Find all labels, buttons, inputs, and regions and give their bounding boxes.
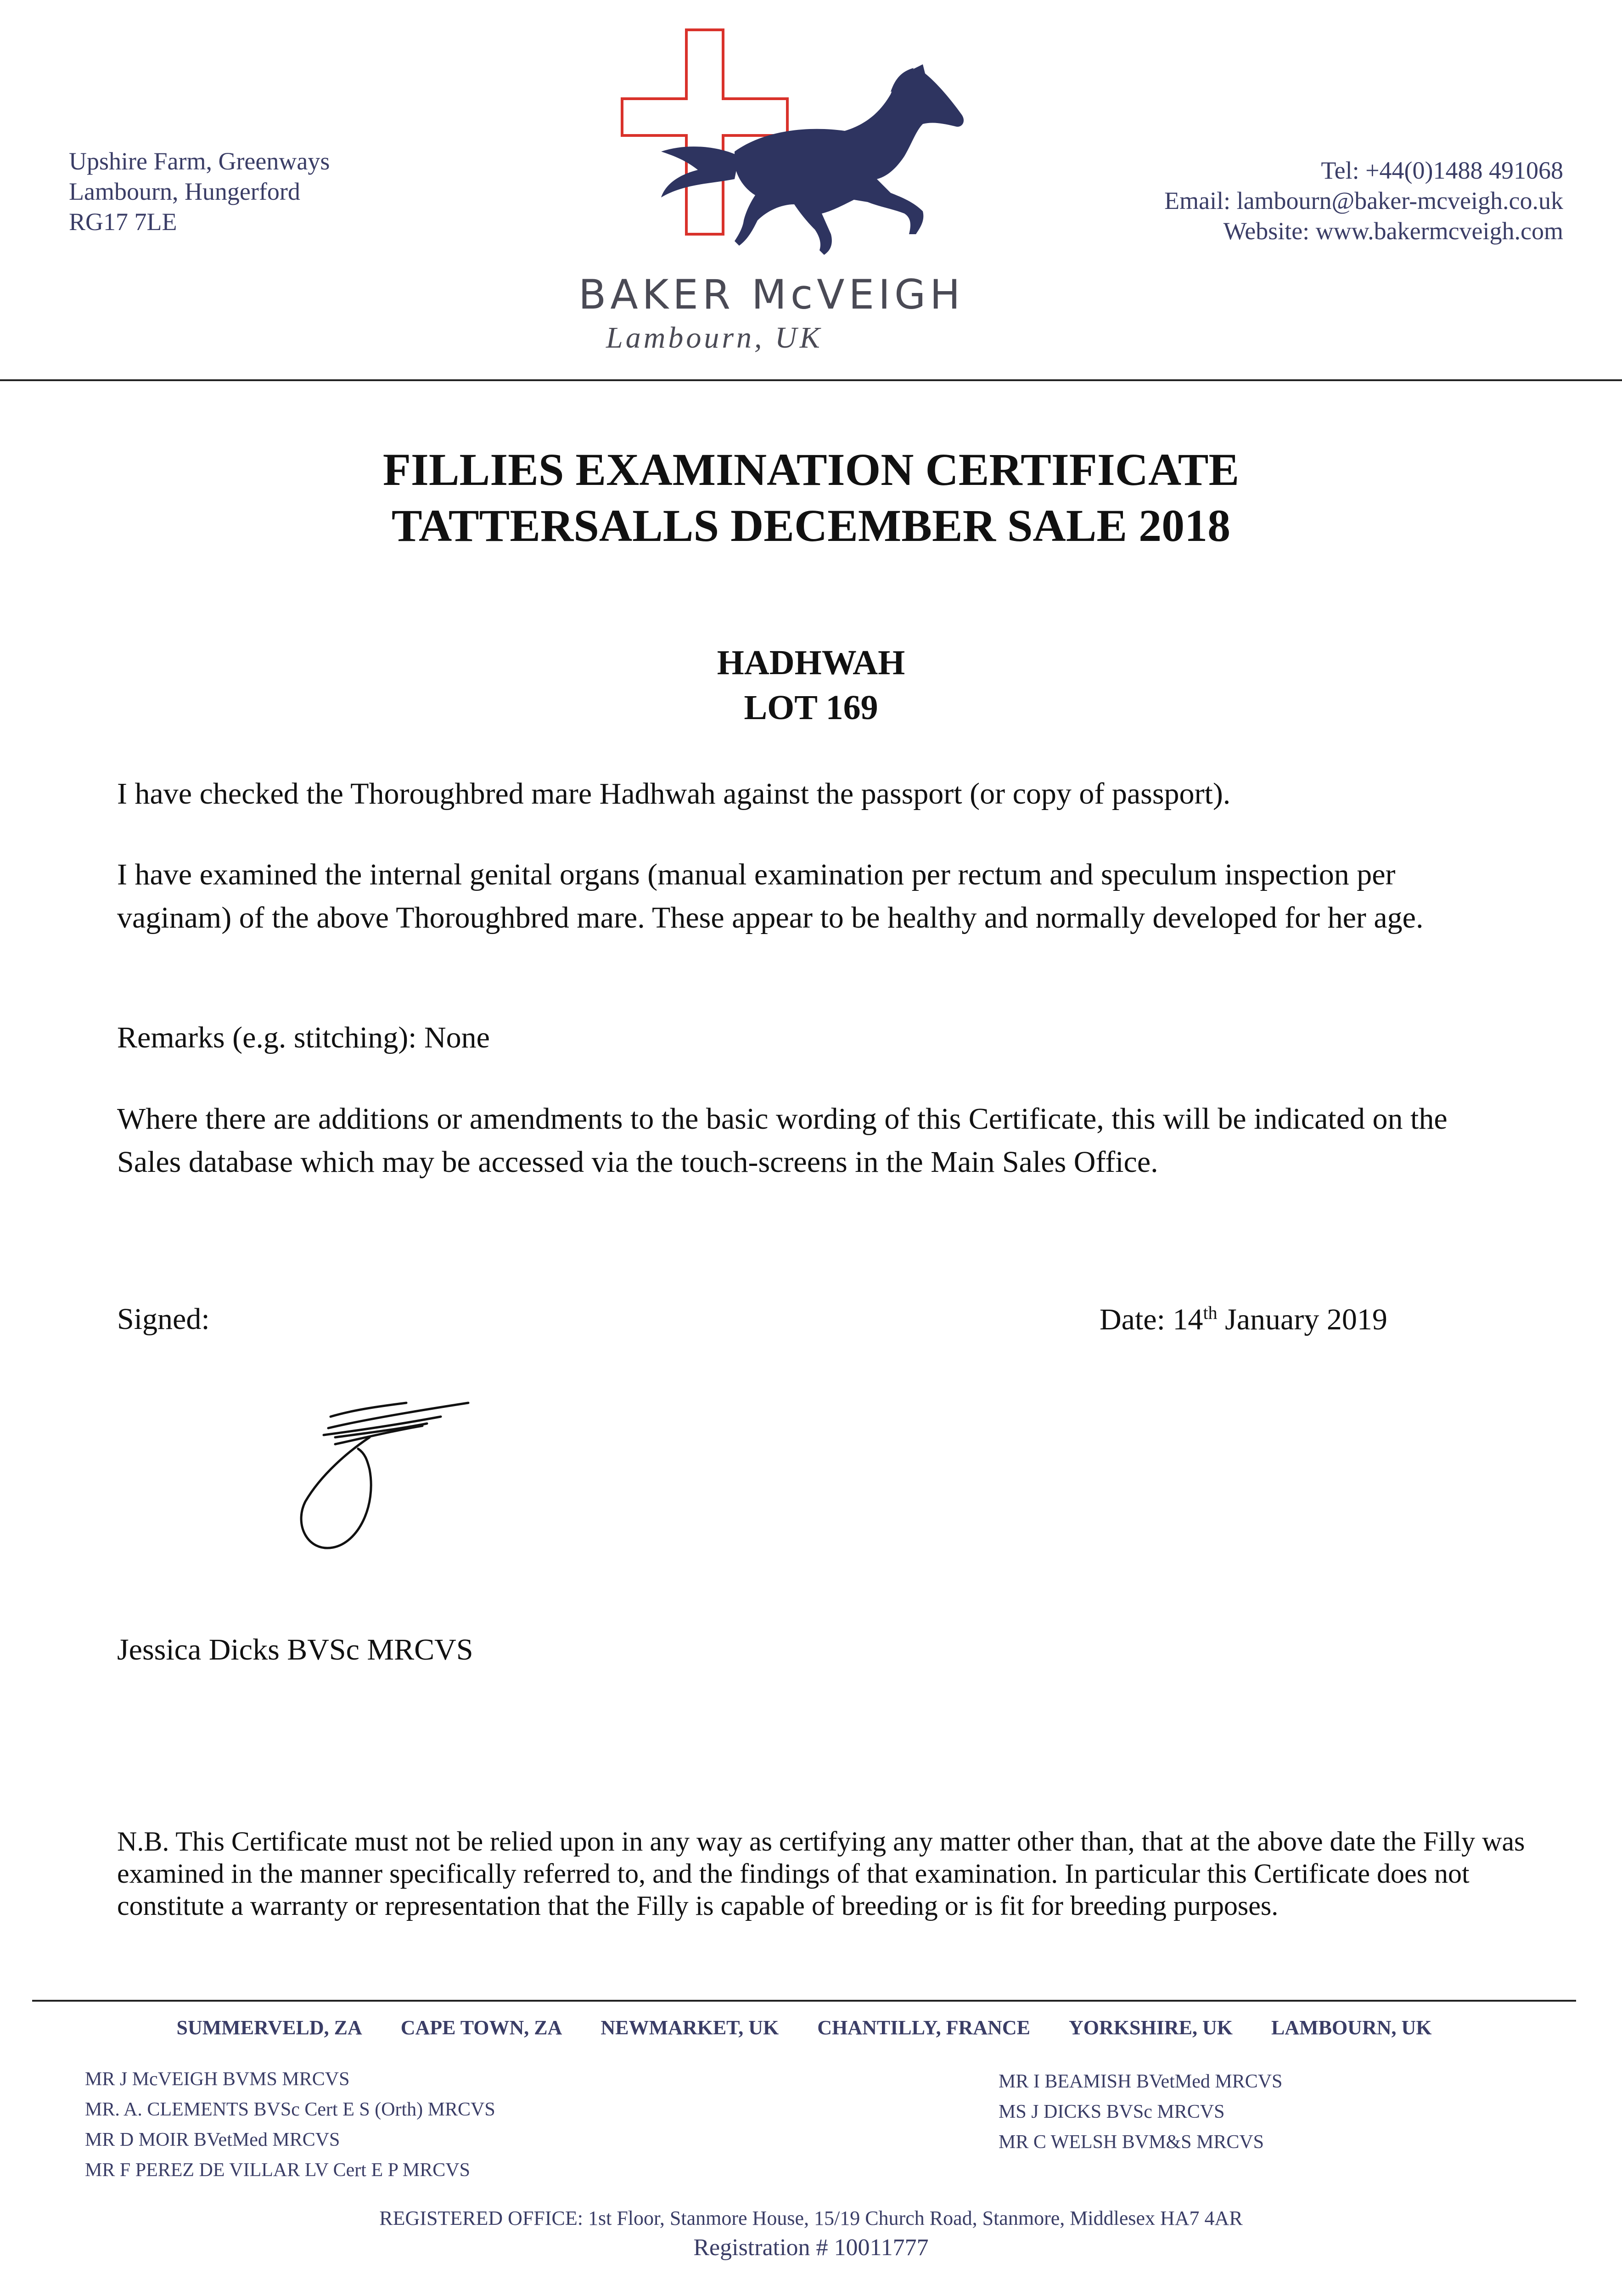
address-line: Lambourn, Hungerford <box>69 178 300 205</box>
examination-paragraph: I have examined the internal genital organs (manual examination per rectum and speculum inspection per vaginam) of the above Thoroughbred mare. These appear to be healthy and normally developed for her age. <box>117 858 1424 934</box>
location-item: SUMMERVELD, ZA <box>176 2016 362 2039</box>
vet-name: MR F PEREZ DE VILLAR LV Cert E P MRCVS <box>85 2160 470 2181</box>
location-item: NEWMARKET, UK <box>601 2016 779 2039</box>
contact-email: Email: lambourn@baker-mcveigh.co.uk <box>1164 187 1563 214</box>
certificate-title: FILLIES EXAMINATION CERTIFICATE <box>382 444 1240 495</box>
remarks-line: Remarks (e.g. stitching): None <box>117 1021 490 1054</box>
location-item: LAMBOURN, UK <box>1271 2016 1432 2039</box>
location-item: CHANTILLY, FRANCE <box>817 2016 1030 2039</box>
brand-name: BAKER McVEIGH <box>578 271 965 318</box>
veterinarian-list-left <box>85 2064 495 2185</box>
vet-name: MR D MOIR BVetMed MRCVS <box>85 2129 340 2150</box>
address-line: RG17 7LE <box>69 208 177 236</box>
address-line: Upshire Farm, Greenways <box>69 147 330 175</box>
signed-label: Signed: <box>117 1302 210 1336</box>
header-divider <box>0 379 1622 381</box>
contact-info <box>1010 155 1563 246</box>
contact-tel: Tel: +44(0)1488 491068 <box>1321 157 1563 184</box>
office-locations <box>32 2016 1576 2039</box>
company-address <box>69 146 482 237</box>
amendments-paragraph: Where there are additions or amendments to the basic wording of this Certificate, this will be indicated on the Sales database which may be accessed via the touch-screens in the Main Sales Office. <box>117 1102 1448 1179</box>
location-item: CAPE TOWN, ZA <box>400 2016 562 2039</box>
footer-divider <box>32 2000 1576 2002</box>
vet-name: MR J McVEIGH BVMS MRCVS <box>85 2069 350 2090</box>
brand-tagline: Lambourn, UK <box>606 321 823 355</box>
certificate-subtitle: TATTERSALLS DECEMBER SALE 2018 <box>391 500 1231 551</box>
galloping-horse-icon <box>661 64 964 255</box>
vet-name: MR I BEAMISH BVetMed MRCVS <box>999 2071 1283 2092</box>
lot-number: LOT 169 <box>744 688 878 727</box>
location-item: YORKSHIRE, UK <box>1069 2016 1233 2039</box>
date-prefix: Date: 14 <box>1100 1303 1203 1336</box>
veterinarian-list-right <box>999 2066 1282 2157</box>
contact-website: Website: www.bakermcveigh.com <box>1223 217 1563 245</box>
certificate-date <box>1100 1302 1387 1337</box>
date-rest: January 2019 <box>1217 1303 1387 1336</box>
signer-name: Jessica Dicks BVSc MRCVS <box>117 1633 473 1666</box>
registered-office: REGISTERED OFFICE: 1st Floor, Stanmore House, 15/19 Church Road, Stanmore, Middlesex HA7 4AR <box>379 2207 1243 2229</box>
horse-name: HADHWAH <box>717 643 905 682</box>
registration-number: Registration # 10011777 <box>693 2234 929 2261</box>
passport-check-paragraph: I have checked the Thoroughbred mare Hadhwah against the passport (or copy of passport). <box>117 777 1231 810</box>
vet-name: MR C WELSH BVM&S MRCVS <box>999 2132 1264 2153</box>
vet-name: MS J DICKS BVSc MRCVS <box>999 2101 1225 2122</box>
handwritten-signature <box>285 1391 523 1566</box>
disclaimer-note: N.B. This Certificate must not be relied upon in any way as certifying any matter other than, that at the above date the Filly was examined in the manner specifically referred to, and the findings of that examination. In particular this Certificate does not constitute a warranty or representation that the Filly is capable of breeding or is fit for breeding purposes. <box>117 1826 1525 1921</box>
vet-name: MR. A. CLEMENTS BVSc Cert E S (Orth) MRCVS <box>85 2099 495 2120</box>
date-ordinal: th <box>1203 1302 1218 1323</box>
